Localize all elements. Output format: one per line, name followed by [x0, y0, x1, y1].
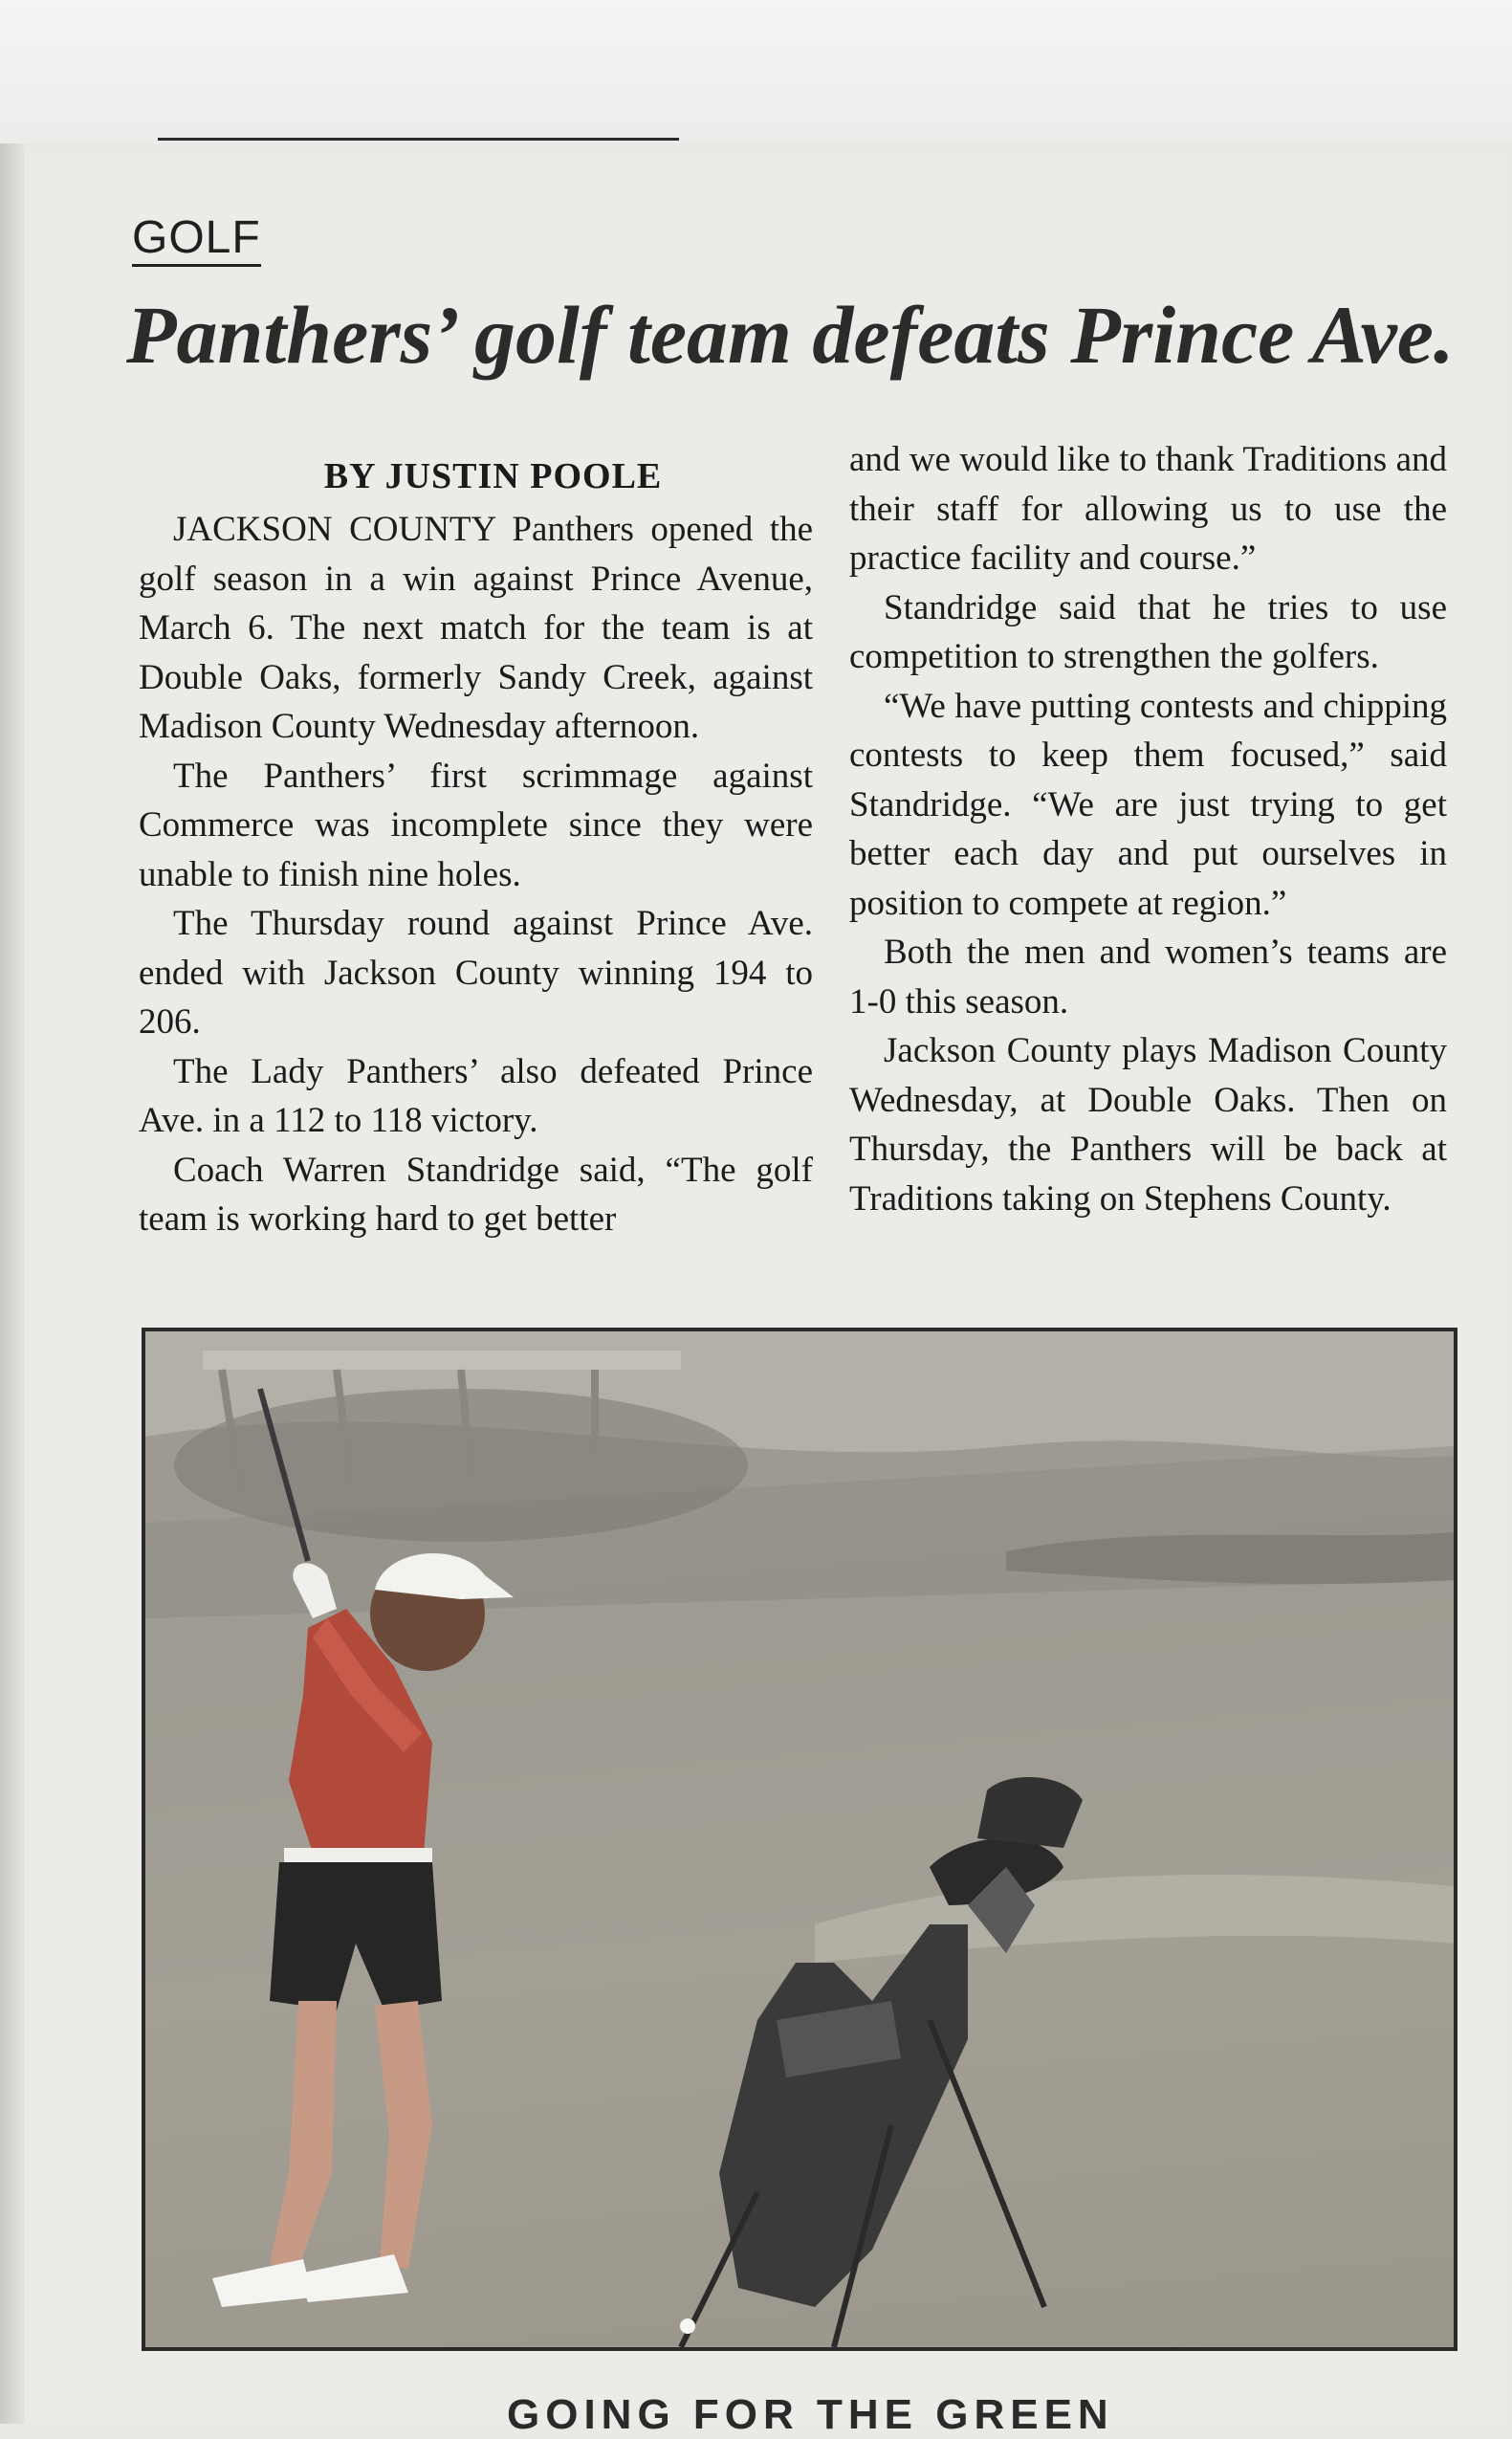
paragraph: The Thursday round against Prince Ave. ended with Jackson County winning 194 to 206.: [139, 904, 813, 1042]
paragraph: Jackson County plays Madison County Wednesday, at Double Oaks. Then on Thursday, the Panthers will be back at Traditions taking on Stephens County.: [849, 1031, 1447, 1219]
byline: BY JUSTIN POOLE: [323, 456, 663, 496]
paragraph: and we would like to thank Traditions and their staff for allowing us to use the practice facility and course.”: [849, 440, 1447, 578]
paragraph: “We have putting contests and chipping contests to keep them focused,” said Standridge. “We are just trying to get better each day and put ourselves in position to compete at region.”: [849, 686, 1447, 923]
top-rule: [158, 138, 679, 141]
section-kicker: GOLF: [132, 212, 261, 267]
paragraph: JACKSON COUNTY Panthers opened the golf season in a win against Prince Avenue, March 6. The next match for the team is at Double Oaks, formerly Sandy Creek, against Madison County Wednesday afternoon.: [139, 510, 813, 746]
top-margin: [0, 0, 1512, 143]
article-column-right: [849, 435, 1447, 1223]
page-edge: [0, 0, 25, 2424]
golf-ball: [680, 2318, 695, 2334]
headline: Panthers’ golf team defeats Prince Ave.: [126, 289, 1455, 381]
golfer-photo: [142, 1328, 1457, 2351]
golf-bag: [681, 1777, 1083, 2347]
article-column-left: [139, 442, 813, 1244]
paragraph: Both the men and women’s teams are 1-0 this season.: [849, 933, 1447, 1022]
paragraph: The Lady Panthers’ also defeated Prince Ave. in a 112 to 118 victory.: [139, 1051, 813, 1140]
golfer-illustration: [145, 1331, 1454, 2347]
paragraph: Standridge said that he tries to use competition to strengthen the golfers.: [849, 587, 1447, 676]
bottom-tease-text: GOING FOR THE GREEN: [507, 2391, 1114, 2438]
paragraph: Coach Warren Standridge said, “The golf team is working hard to get better: [139, 1150, 813, 1239]
paragraph: The Panthers’ first scrimmage against Commerce was incomplete since they were unable to finish nine holes.: [139, 756, 813, 894]
